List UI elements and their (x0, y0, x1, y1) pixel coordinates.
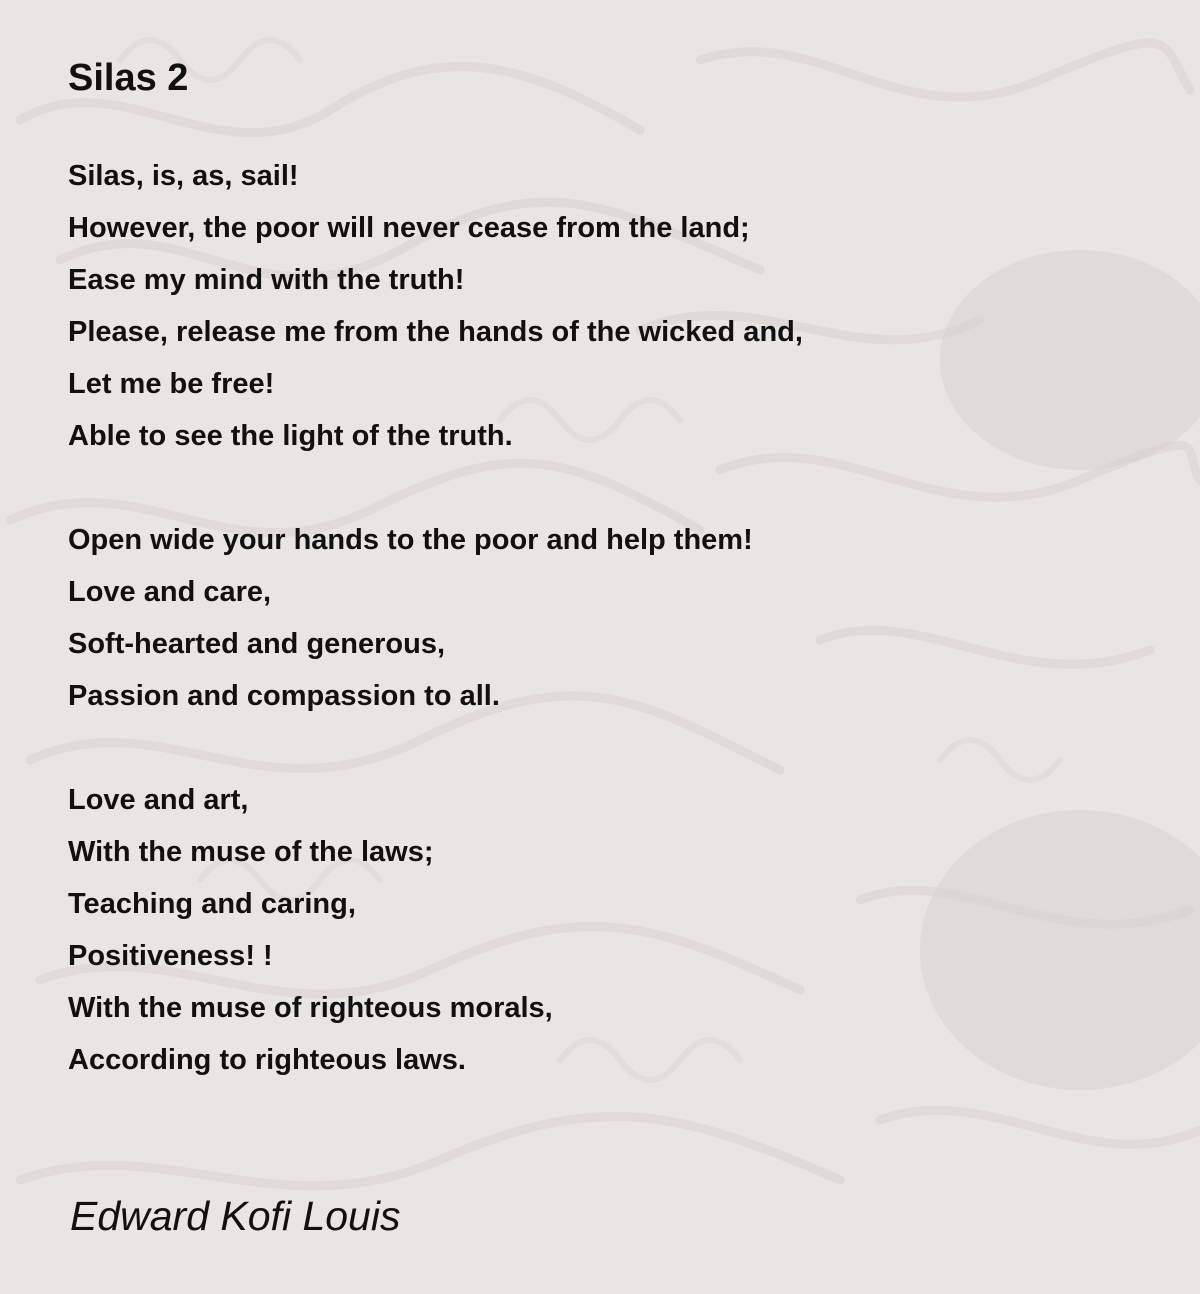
poem-line: Ease my mind with the truth! (68, 264, 465, 296)
stanza-1 (68, 150, 1168, 462)
stanza-2 (68, 514, 1168, 722)
poem-line: With the muse of the laws; (68, 836, 434, 868)
poem-line: With the muse of righteous morals, (68, 992, 553, 1024)
poem-line: Passion and compassion to all. (68, 680, 500, 712)
poem-line: Open wide your hands to the poor and help them! (68, 524, 753, 556)
poem-line: Let me be free! (68, 368, 275, 400)
poem-line: Soft-hearted and generous, (68, 628, 446, 660)
poem-line: Positiveness! ! (68, 940, 273, 972)
poem-line: Silas, is, as, sail! (68, 160, 299, 192)
poem-title: Silas 2 (68, 57, 189, 99)
poem-line: Please, release me from the hands of the wicked and, (68, 316, 803, 348)
poem-line: According to righteous laws. (68, 1044, 466, 1076)
poem-line: However, the poor will never cease from the land; (68, 212, 750, 244)
stanza-3 (68, 774, 1168, 1086)
poem-line: Able to see the light of the truth. (68, 420, 513, 452)
poem-line: Love and care, (68, 576, 272, 608)
poem-line: Teaching and caring, (68, 888, 356, 920)
poem-line: Love and art, (68, 784, 249, 816)
poem-author: Edward Kofi Louis (70, 1193, 401, 1239)
poem-body (68, 150, 1168, 1138)
